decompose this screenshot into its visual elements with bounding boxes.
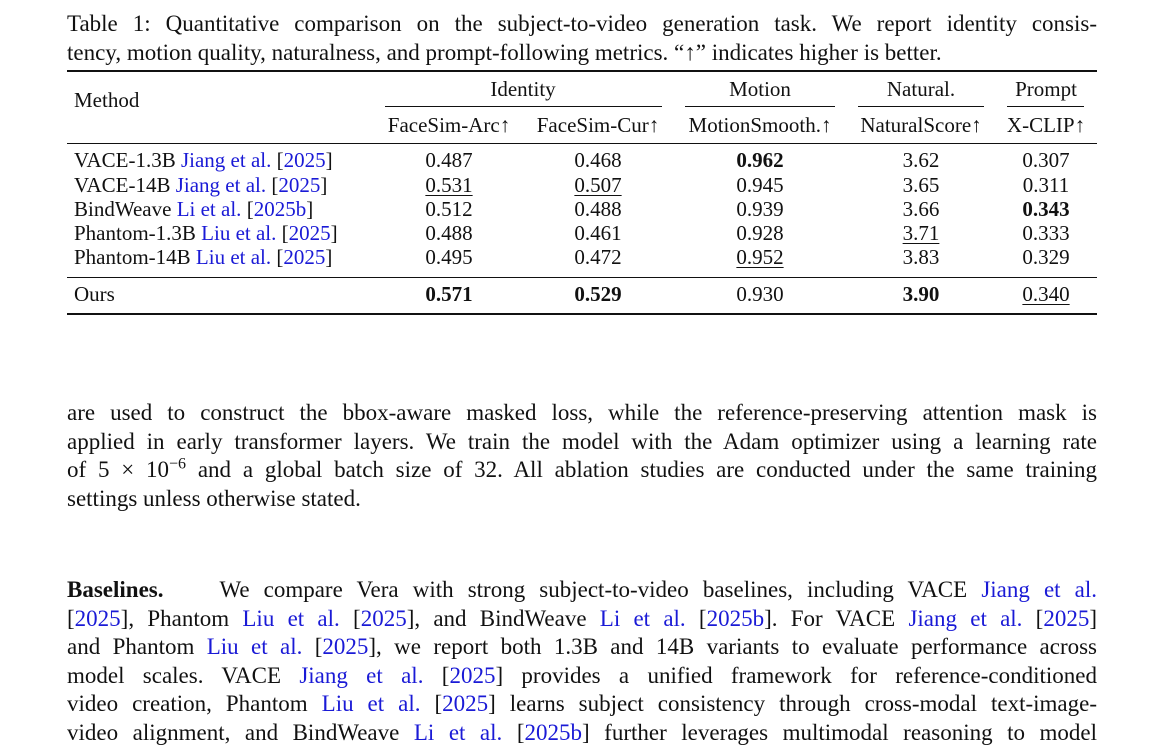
method-header: Method: [74, 88, 140, 112]
value-cell: 3.65: [902, 173, 940, 197]
column-header: FaceSim-Arc↑: [387, 113, 511, 137]
value-cell: 3.62: [902, 148, 940, 172]
method-cell: BindWeave Li et al. [2025b]: [74, 197, 314, 221]
citation-link[interactable]: Li et al.: [176, 197, 242, 221]
citation-link[interactable]: Liu et al.: [321, 691, 421, 716]
paragraph-line: applied in early transformer layers. We train the model with the Adam optimizer using a learning rate: [67, 428, 1097, 454]
citation-year-link[interactable]: 2025: [74, 605, 121, 631]
natural-group-rule: [858, 106, 984, 107]
caption-line-1: Table 1: Quantitative comparison on the subject-to-video generation task. We report identity consis-: [67, 11, 1097, 36]
citation-link[interactable]: Jiang et al.: [299, 662, 424, 688]
motion-group-header: Motion: [729, 77, 791, 101]
value-cell: 0.333: [1022, 221, 1070, 245]
citation-link[interactable]: Li et al.: [599, 605, 686, 631]
citation-year-link[interactable]: 2025: [283, 245, 326, 269]
value-cell: 0.311: [1022, 173, 1070, 197]
method-cell: Phantom-14B Liu et al. [2025]: [74, 245, 333, 269]
value-cell-second: 0.952: [736, 245, 784, 269]
value-cell-best: 0.571: [425, 282, 473, 306]
prompt-group-header: Prompt: [1015, 77, 1077, 101]
paragraph-line: [2025], Phantom Liu et al. [2025], and BindWeave Li et al. [2025b]. For VACE Jiang et al. [2025]: [67, 605, 1098, 631]
value-cell: 3.83: [902, 245, 940, 269]
value-cell: 0.512: [425, 197, 473, 221]
table-caption: [67, 10, 1097, 67]
citation-link[interactable]: Jiang et al.: [180, 148, 272, 172]
value-cell: 0.468: [574, 148, 622, 172]
citation-link[interactable]: Li et al.: [413, 719, 503, 745]
citation-year-link[interactable]: 2025: [360, 605, 407, 631]
table-top-rule: [67, 70, 1097, 72]
method-cell-ours: Ours: [74, 282, 115, 306]
value-cell: 0.488: [425, 221, 473, 245]
paragraph-line: and Phantom Liu et al. [2025], we report both 1.3B and 14B variants to evaluate performance across: [67, 634, 1098, 659]
body-paragraph-baselines: [67, 576, 1097, 747]
paragraph-heading: Baselines.: [67, 577, 164, 602]
method-cell: VACE-1.3B Jiang et al. [2025]: [74, 148, 333, 172]
citation-link[interactable]: Liu et al.: [195, 245, 272, 269]
header-rule: [67, 143, 1097, 144]
citation-link[interactable]: Jiang et al.: [908, 605, 1023, 631]
motion-group-rule: [685, 106, 835, 107]
value-cell-best: 0.962: [736, 148, 784, 172]
paragraph-line: model scales. VACE Jiang et al. [2025] provides a unified framework for reference-conditioned: [67, 662, 1098, 688]
prompt-group-rule: [1007, 106, 1084, 107]
column-header: MotionSmooth.↑: [688, 113, 832, 137]
column-header: NaturalScore↑: [860, 113, 982, 137]
paragraph-line: video creation, Phantom Liu et al. [2025] learns subject consistency through cross-modal text-image-: [67, 691, 1097, 716]
identity-group-rule: [385, 106, 662, 107]
caption-line-2: tency, motion quality, naturalness, and prompt-following metrics. “↑” indicates higher is better.: [67, 39, 942, 65]
citation-year-link[interactable]: 2025: [278, 173, 321, 197]
value-cell: 0.488: [574, 197, 622, 221]
ours-separator-rule: [67, 277, 1097, 278]
citation-link[interactable]: Liu et al.: [201, 221, 277, 245]
citation-year-link[interactable]: 2025: [442, 691, 489, 716]
citation-link[interactable]: Liu et al.: [242, 605, 340, 631]
natural-group-header: Natural.: [886, 77, 956, 101]
citation-year-link[interactable]: 2025b: [253, 197, 307, 221]
citation-year-link[interactable]: 2025: [449, 662, 496, 688]
citation-year-link[interactable]: 2025: [322, 634, 369, 659]
paragraph-line: settings unless otherwise stated.: [67, 485, 361, 511]
paragraph-line: video alignment, and BindWeave Li et al. [2025b] further leverages multimodal reasoning to model: [67, 719, 1098, 745]
value-cell: 0.487: [425, 148, 473, 172]
identity-group-header: Identity: [490, 77, 556, 101]
column-header: FaceSim-Cur↑: [536, 113, 660, 137]
method-cell: VACE-14B Jiang et al. [2025]: [74, 173, 328, 197]
value-cell-second: 0.507: [574, 173, 622, 197]
table-bottom-rule: [67, 313, 1097, 315]
value-cell: 0.928: [736, 221, 784, 245]
paragraph-line: Baselines. We compare Vera with strong subject-to-video baselines, including VACE Jiang et al.: [67, 577, 1098, 602]
method-cell: Phantom-1.3B Liu et al. [2025]: [74, 221, 338, 245]
value-cell-best: 0.529: [574, 282, 622, 306]
citation-link[interactable]: Jiang et al.: [981, 577, 1098, 602]
value-cell-second: 0.340: [1022, 282, 1070, 306]
value-cell-second: 3.71: [902, 221, 940, 245]
column-header: X-CLIP↑: [1006, 113, 1086, 137]
value-cell: 0.495: [425, 245, 473, 269]
value-cell: 0.329: [1022, 245, 1070, 269]
citation-year-link[interactable]: 2025b: [524, 719, 582, 745]
value-cell-best: 3.90: [902, 282, 940, 306]
body-paragraph-training: [67, 399, 1097, 513]
exponent: −6: [169, 455, 187, 473]
citation-link[interactable]: Jiang et al.: [175, 173, 267, 197]
value-cell-second: 0.531: [425, 173, 473, 197]
citation-link[interactable]: Liu et al.: [206, 634, 303, 659]
citation-year-link[interactable]: 2025: [283, 148, 326, 172]
value-cell: 0.307: [1022, 148, 1070, 172]
value-cell: 0.930: [736, 282, 784, 306]
value-cell: 0.939: [736, 197, 784, 221]
value-cell: 3.66: [902, 197, 940, 221]
value-cell: 0.461: [574, 221, 622, 245]
paragraph-line: of $5 \times 10^{-6}$ and a global batch size of 32. All ablation studies are conducted under the same training: [67, 455, 1097, 482]
value-cell: 0.945: [736, 173, 784, 197]
paragraph-line: are used to construct the bbox-aware masked loss, while the reference-preserving attention mask is: [67, 400, 1097, 425]
value-cell-best: 0.343: [1022, 197, 1070, 221]
value-cell: 0.472: [574, 245, 622, 269]
citation-year-link[interactable]: 2025: [1043, 605, 1090, 631]
citation-year-link[interactable]: 2025b: [706, 605, 765, 631]
citation-year-link[interactable]: 2025: [288, 221, 331, 245]
